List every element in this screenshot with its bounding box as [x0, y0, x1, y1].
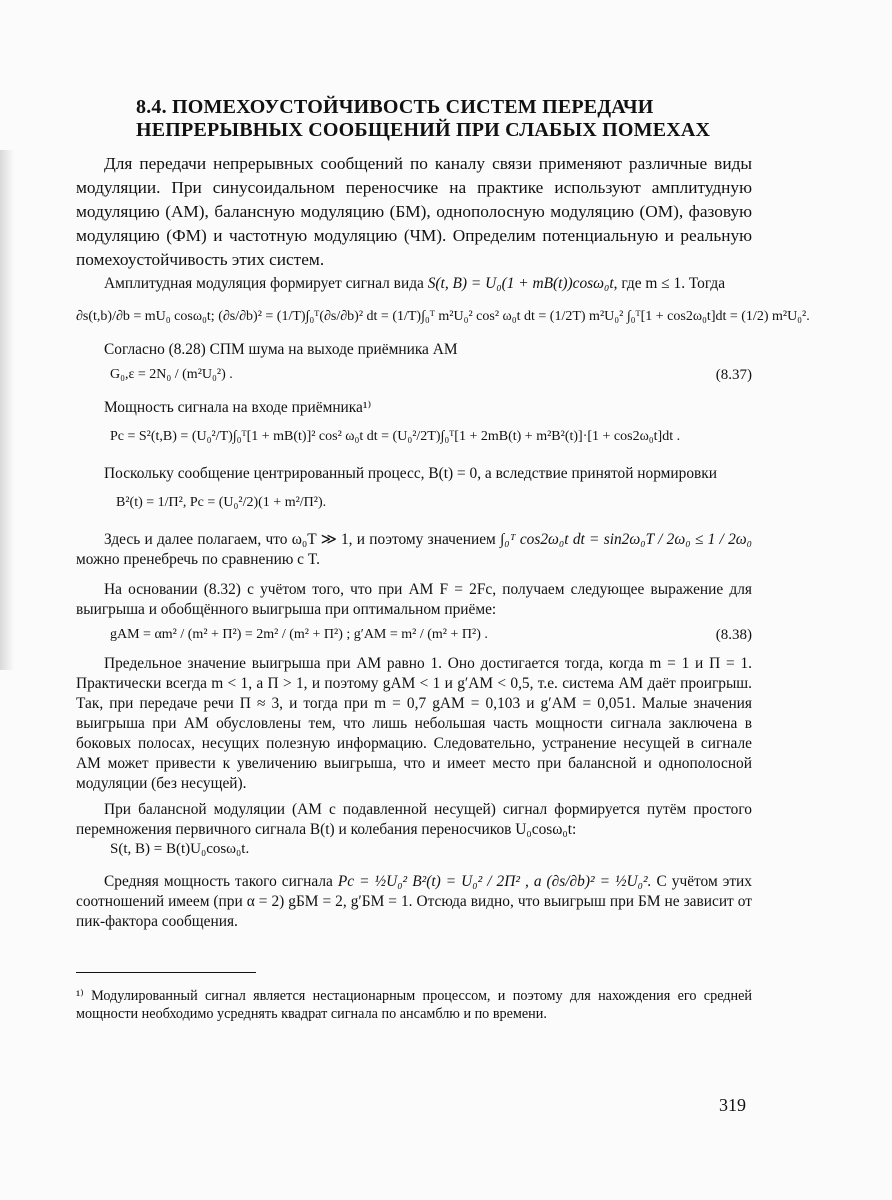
equation-8-37-formula: G₀,ε = 2N₀ / (m²U₀²) . [110, 367, 233, 382]
equation-8-38-formula: gАМ = αm² / (m² + Π²) = 2m² / (m² + Π²) ; g′АМ = m² / (m² + Π²) . [110, 627, 488, 642]
average-power-paragraph: Средняя мощность такого сигнала Pс = ½U₀² B²(t) = U₀² / 2Π² , а (∂s/∂b)² = ½U₀². С учётом этих соотношений имеем (при α = 2) gБМ = 2, g′БМ = 1. Отсюда видно, что выигрыш при БМ не зависит от пик-фактора сообщения. [76, 873, 752, 930]
am-definition-paragraph: Амплитудная модуляция формирует сигнал вида S(t, B) = U₀(1 + mB(t))cosω₀t, где m ≤ 1. Тогда [104, 275, 726, 292]
scan-edge-shadow [0, 150, 14, 670]
gain-basis-paragraph: На основании (8.32) с учётом того, что при АМ F = 2Fc, получаем следующее выражение для выигрыша и обобщённого выигрыша при оптимальном приёме: [76, 581, 752, 618]
section-title-line2: НЕПРЕРЫВНЫХ СООБЩЕНИЙ ПРИ СЛАБЫХ ПОМЕХАХ [136, 119, 711, 141]
page-content [76, 96, 810, 1037]
intro-paragraph: Для передачи непрерывных сообщений по каналу связи применяют различные виды модуляции. При синусоидальном переносчике на практике используют амплитудную модуляцию (АМ), балансную модуляцию (БМ), однополосную модуляцию (ОМ), фазовую модуляцию (ФМ) и частотную модуляцию (ЧМ). Определим потенциальную и реальную помехоустойчивость этих систем. [76, 154, 752, 269]
balanced-modulation-paragraph: При балансной модуляции (АМ с подавленной несущей) сигнал формируется путём простого перемножения первичного сигнала B(t) и колебания переносчиков U₀cosω₀t: [76, 801, 752, 838]
limit-gain-paragraph: Предельное значение выигрыша при АМ равно 1. Оно достигается тогда, когда m = 1 и Π = 1. Практически всегда m < 1, а Π > 1, и поэтому gАМ < 1 и g′АМ < 0,5, т.е. система АМ даёт проигрыш. Так, при передаче речи Π ≈ 3, и тогда при m = 0,7 gАМ = 0,103 и g′АМ = 0,051. Малые значения выигрыша при АМ обусловлены тем, что лишь небольшая часть мощности сигнала заключена в боковых полосах, несущих полезную информацию. Следовательно, устранение несущей в сигнале АМ может привести к увеличению выигрыша, что и имеет место при балансной и однополосной модуляции (без несущей). [76, 655, 752, 792]
power-paragraph: Мощность сигнала на входе приёмника¹⁾ [104, 399, 372, 416]
equation-8-37 [76, 366, 752, 384]
equation-8-38-number: (8.38) [715, 626, 752, 643]
am-signal-formula: S(t, B) = U₀(1 + mB(t))cosω₀t [427, 275, 614, 292]
normalization-equation: B²(t) = 1/Π², Pс = (U₀²/2)(1 + m²/Π²). [116, 495, 327, 510]
assumption-paragraph: Здесь и далее полагаем, что ω₀T ≫ 1, и поэтому значением ∫₀ᵀ cos2ω₀t dt = sin2ω₀T / 2ω₀ ≤ 1 / 2ω₀ можно пренебречь по сравнению с T. [76, 531, 752, 568]
page-number: 319 [719, 1095, 746, 1115]
footnote: ¹⁾ Модулированный сигнал является нестационарным процессом, и поэтому для нахождения его средней мощности необходимо усреднять квадрат сигнала по ансамблю и по времени. [76, 988, 752, 1023]
equation-8-37-number: (8.37) [715, 366, 752, 383]
centered-paragraph: Поскольку сообщение центрированный процесс, B(t) = 0, а вследствие принятой нормировки [104, 465, 718, 482]
balanced-signal-equation: S(t, B) = B(t)U₀cosω₀t. [110, 841, 250, 857]
section-title-line1: 8.4. ПОМЕХОУСТОЙЧИВОСТЬ СИСТЕМ ПЕРЕДАЧИ [136, 96, 654, 118]
spm-paragraph: Согласно (8.28) СПМ шума на выходе приёмника АМ [104, 341, 458, 358]
integral-bound-formula: ∫₀ᵀ cos2ω₀t dt = sin2ω₀T / 2ω₀ ≤ 1 / 2ω₀ [500, 531, 752, 548]
footnote-divider [76, 972, 256, 973]
section-title [136, 96, 752, 142]
average-power-formula: Pс = ½U₀² B²(t) = U₀² / 2Π² , а (∂s/∂b)² = ½U₀². [337, 873, 652, 890]
power-equation: Pс = S²(t,B) = (U₀²/T)∫₀ᵀ[1 + mB(t)]² cos² ω₀t dt = (U₀²/2T)∫₀ᵀ[1 + 2mB(t) + m²B²(t)]·[1 + cos2ω₀t]dt . [110, 429, 681, 444]
equation-8-38 [76, 626, 752, 644]
derivative-equation: ∂s(t,b)/∂b = mU₀ cosω₀t; (∂s/∂b)² = (1/T)∫₀ᵀ(∂s/∂b)² dt = (1/T)∫₀ᵀ m²U₀² cos² ω₀t dt = (1/2T) m²U₀² ∫₀ᵀ[1 + cos2ω₀t]dt = (1/2) m²U₀². [76, 309, 810, 324]
